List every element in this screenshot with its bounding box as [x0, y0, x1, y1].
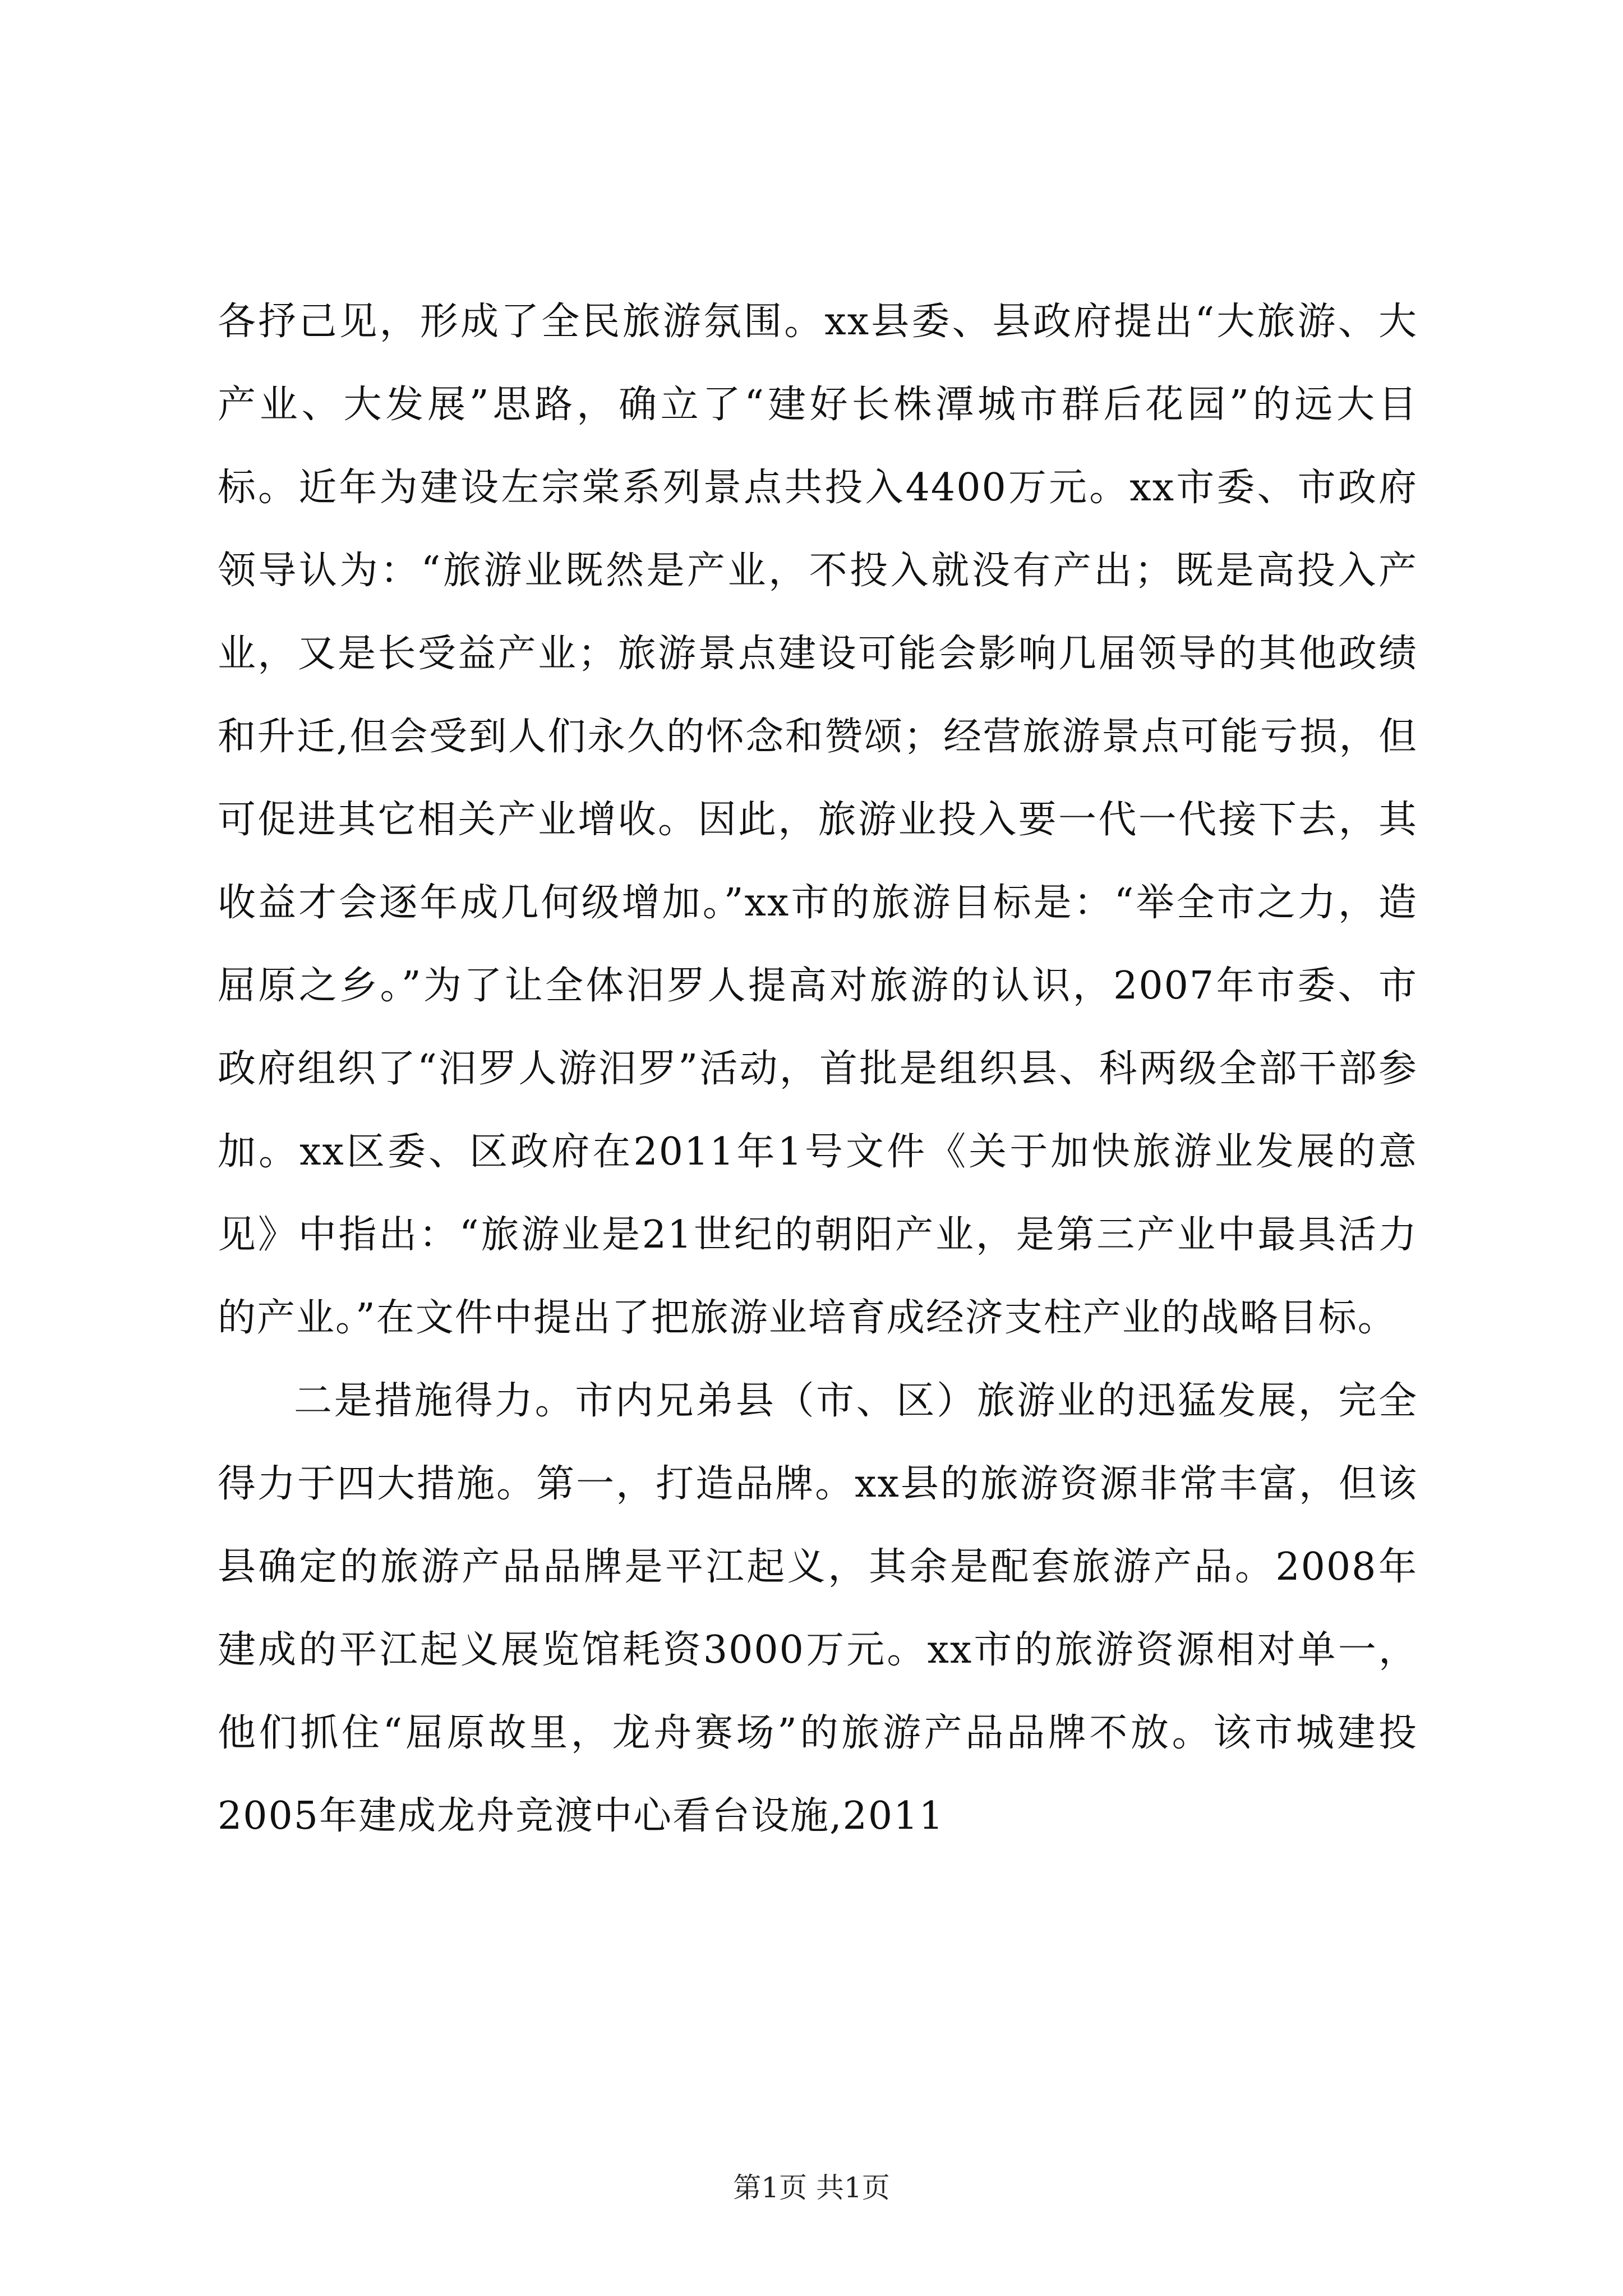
page-footer: 第1页 共1页 — [733, 2171, 890, 2204]
paragraph-2: 二是措施得力。市内兄弟县（市、区）旅游业的迅猛发展，完全得力于四大措施。第一，打造品牌。xx县的旅游资源非常丰富，但该县确定的旅游产品品牌是平江起义，其余是配套旅游产品。2008年建成的平江起义展览馆耗资3000万元。xx市的旅游资源相对单一，他们抓住“屈原故里，龙舟赛场”的旅游产品品牌不放。该市城建投2005年建成龙舟竞渡中心看台设施,2011 — [218, 1379, 1418, 1838]
paragraph-1: 各抒己见，形成了全民旅游氛围。xx县委、县政府提出“大旅游、大产业、大发展”思路，确立了“建好长株潭城市群后花园”的远大目标。近年为建设左宗棠系列景点共投入4400万元。xx市委、市政府领导认为：“旅游业既然是产业，不投入就没有产出；既是高投入产业，又是长受益产业；旅游景点建设可能会影响几届领导的其他政绩和升迁,但会受到人们永久的怀念和赞颂；经营旅游景点可能亏损，但可促进其它相关产业增收。因此，旅游业投入要一代一代接下去，其收益才会逐年成几何级增加。”xx市的旅游目标是：“举全市之力，造屈原之乡。”为了让全体汨罗人提高对旅游的认识，2007年市委、市政府组织了“汨罗人游汨罗”活动，首批是组织县、科两级全部干部参加。xx区委、区政府在2011年1号文件《关于加快旅游业发展的意见》中指出：“旅游业是21世纪的朝阳产业，是第三产业中最具活力的产业。”在文件中提出了把旅游业培育成经济支柱产业的战略目标。 — [218, 300, 1418, 1340]
document-body — [218, 280, 1418, 1858]
